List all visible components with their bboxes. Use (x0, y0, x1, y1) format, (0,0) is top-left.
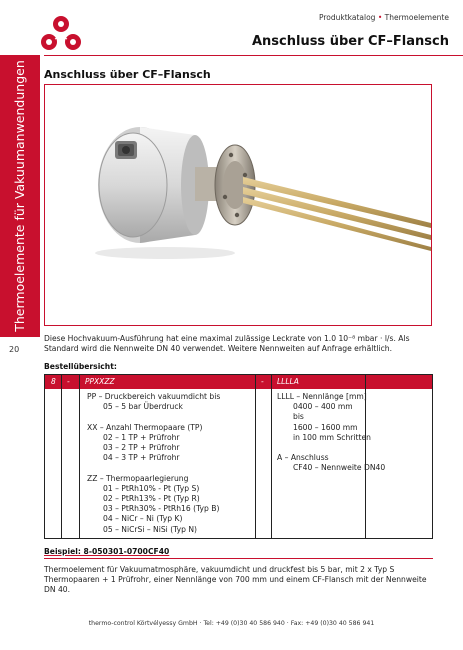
option-line: CF40 – Nennweite DN40 (293, 463, 386, 473)
option-line: A – Anschluss (277, 453, 329, 463)
breadcrumb-separator: • (377, 13, 383, 22)
catalog-breadcrumb (319, 13, 449, 22)
option-line: 02 – PtRh13% - Pt (Typ R) (103, 494, 200, 503)
example-label: Beispiel: 8-050301-0700CF40 (44, 547, 170, 556)
option-line: PP – Druckbereich vakuumdicht bis (87, 392, 221, 401)
option-line: 05 – 5 bar Überdruck (103, 402, 183, 412)
option-line: bis (293, 412, 304, 422)
sidebar-vertical-title: Thermoelemente für Vakuumanwendungen (12, 60, 27, 332)
catalog-label: Produktkatalog (318, 13, 376, 22)
header-cell-pressure-code: PPXXZZ (85, 377, 115, 386)
page-footer: thermo-control Körtvélyessy GmbH · Tel: +49 (0)30 40 586 940 · Fax: +49 (0)30 40 586 941 (88, 620, 375, 627)
option-line: 05 – NiCrSi – NiSi (Typ N) (103, 524, 197, 534)
pressure-thermocouple-options (87, 392, 220, 535)
table-header-row (45, 375, 432, 389)
option-line: XX – Anzahl Thermopaare (TP) (87, 422, 203, 432)
length-connection-options (277, 392, 385, 474)
sidebar-band (0, 55, 40, 337)
option-spacer (87, 463, 220, 473)
option-line: 03 – PtRh30% - PtRh16 (Typ B) (103, 504, 220, 514)
order-code-table (44, 374, 433, 539)
column-divider (61, 375, 62, 538)
category-label: Thermoelemente (384, 13, 449, 22)
page-title: Anschluss über CF–Flansch (251, 34, 449, 49)
example-description: Thermoelement für Vakuumatmosphäre, vakuumdicht und druckfest bis 5 bar, mit 2 x Typ S Thermopaaren + 1 Prüfrohr, einer Nennlänge von 700 mm und einem CF-Flansch mit der Nennweite DN 40. (44, 565, 427, 594)
header-cell-dash: - (67, 377, 70, 386)
option-line: 04 – 3 TP + Prüfrohr (103, 453, 180, 463)
thermocouple-flange-illustration (45, 85, 431, 325)
company-logo (36, 12, 86, 52)
section-title: Anschluss über CF–Flansch (44, 68, 211, 81)
page-number: 20 (9, 345, 20, 354)
example-divider (44, 558, 433, 559)
option-line: 02 – 1 TP + Prüfrohr (103, 432, 180, 442)
option-line: ZZ – Thermopaarlegierung (87, 473, 189, 483)
option-line: in 100 mm Schritten (293, 432, 371, 442)
header-cell-dash: - (261, 377, 264, 386)
option-line: 03 – 2 TP + Prüfrohr (103, 443, 180, 452)
column-divider (271, 375, 272, 538)
intro-paragraph: Diese Hochvakuum-Ausführung hat eine maximal zulässige Leckrate von 1.0 10⁻⁸ mbar · l/s. Als Standard wird die Nennweite DN 40 verwendet. Weitere Nennweiten auf Anfrage erhältlich. (44, 334, 410, 353)
header-cell-length-code: LLLLA (277, 377, 299, 386)
option-line: 1600 – 1600 mm (293, 422, 358, 432)
option-line: 01 – PtRh10% - Pt (Typ S) (103, 483, 200, 493)
option-line: LLLL – Nennlänge [mm] (277, 392, 367, 401)
header-cell-prefix: 8 (51, 377, 56, 386)
option-line: 0400 – 400 mm (293, 402, 353, 412)
column-divider (255, 375, 256, 538)
order-overview-label: Bestellübersicht: (44, 362, 117, 371)
option-spacer (87, 412, 220, 422)
product-image-frame (44, 84, 432, 326)
header-divider (44, 55, 463, 56)
column-divider (79, 375, 80, 538)
option-line: 04 – NiCr – Ni (Typ K) (103, 514, 183, 524)
option-spacer (277, 443, 385, 453)
